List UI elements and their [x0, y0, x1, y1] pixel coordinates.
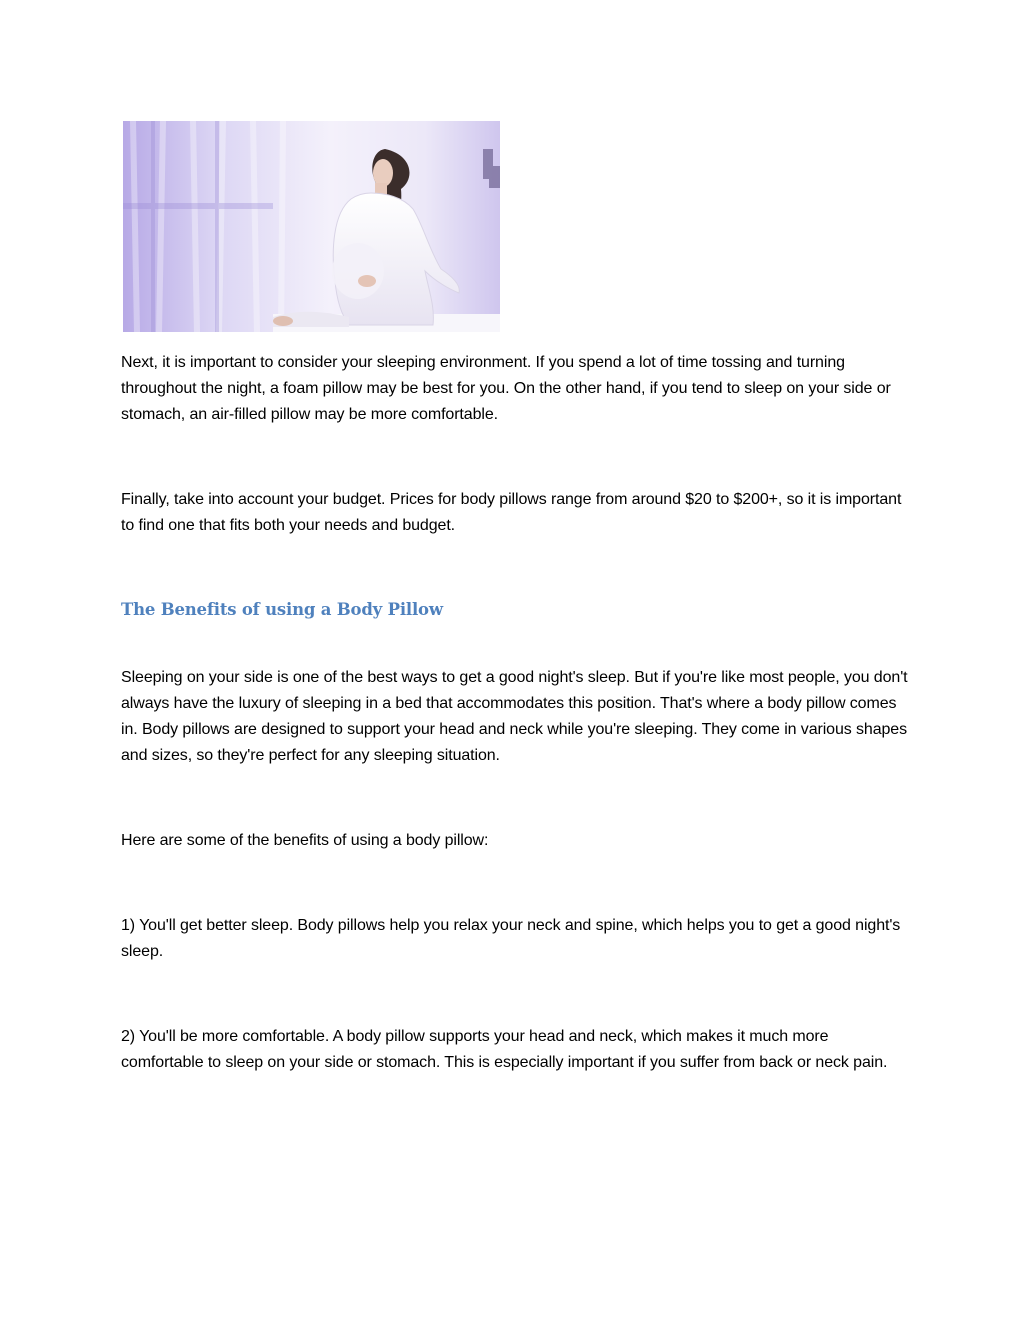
paragraph-budget: Finally, take into account your budget. Prices for body pillows range from around $20 to $200+, so it is important to find one that fits both your needs and budget.	[121, 491, 902, 534]
list-item-benefit-2: 2) You'll be more comfortable. A body pillow supports your head and neck, which makes it much more comfortable to sleep on your side or stomach. This is especially important if you suffer from back or neck pain.	[121, 1028, 888, 1071]
paragraph-sleeping-environment: Next, it is important to consider your sleeping environment. If you spend a lot of time tossing and turning throughout the night, a foam pillow may be best for you. On the other hand, if you tend to sleep on your side or stomach, an air-filled pillow may be more comfortable.	[121, 354, 891, 423]
paragraph-side-sleeping: Sleeping on your side is one of the best ways to get a good night's sleep. But if you're like most people, you don't always have the luxury of sleeping in a bed that accommodates this position. That's where a body pillow comes in. Body pillows are designed to support your head and neck while you're sleeping. They come in various shapes and sizes, so they're perfect for any sleeping situation.	[121, 669, 908, 764]
section-heading-benefits: The Benefits of using a Body Pillow	[121, 600, 443, 619]
pregnant-woman-photo	[123, 121, 500, 332]
list-item-benefit-1: 1) You'll get better sleep. Body pillows help you relax your neck and spine, which helps you to get a good night's sleep.	[121, 917, 901, 960]
paragraph-benefits-intro: Here are some of the benefits of using a body pillow:	[121, 832, 489, 849]
